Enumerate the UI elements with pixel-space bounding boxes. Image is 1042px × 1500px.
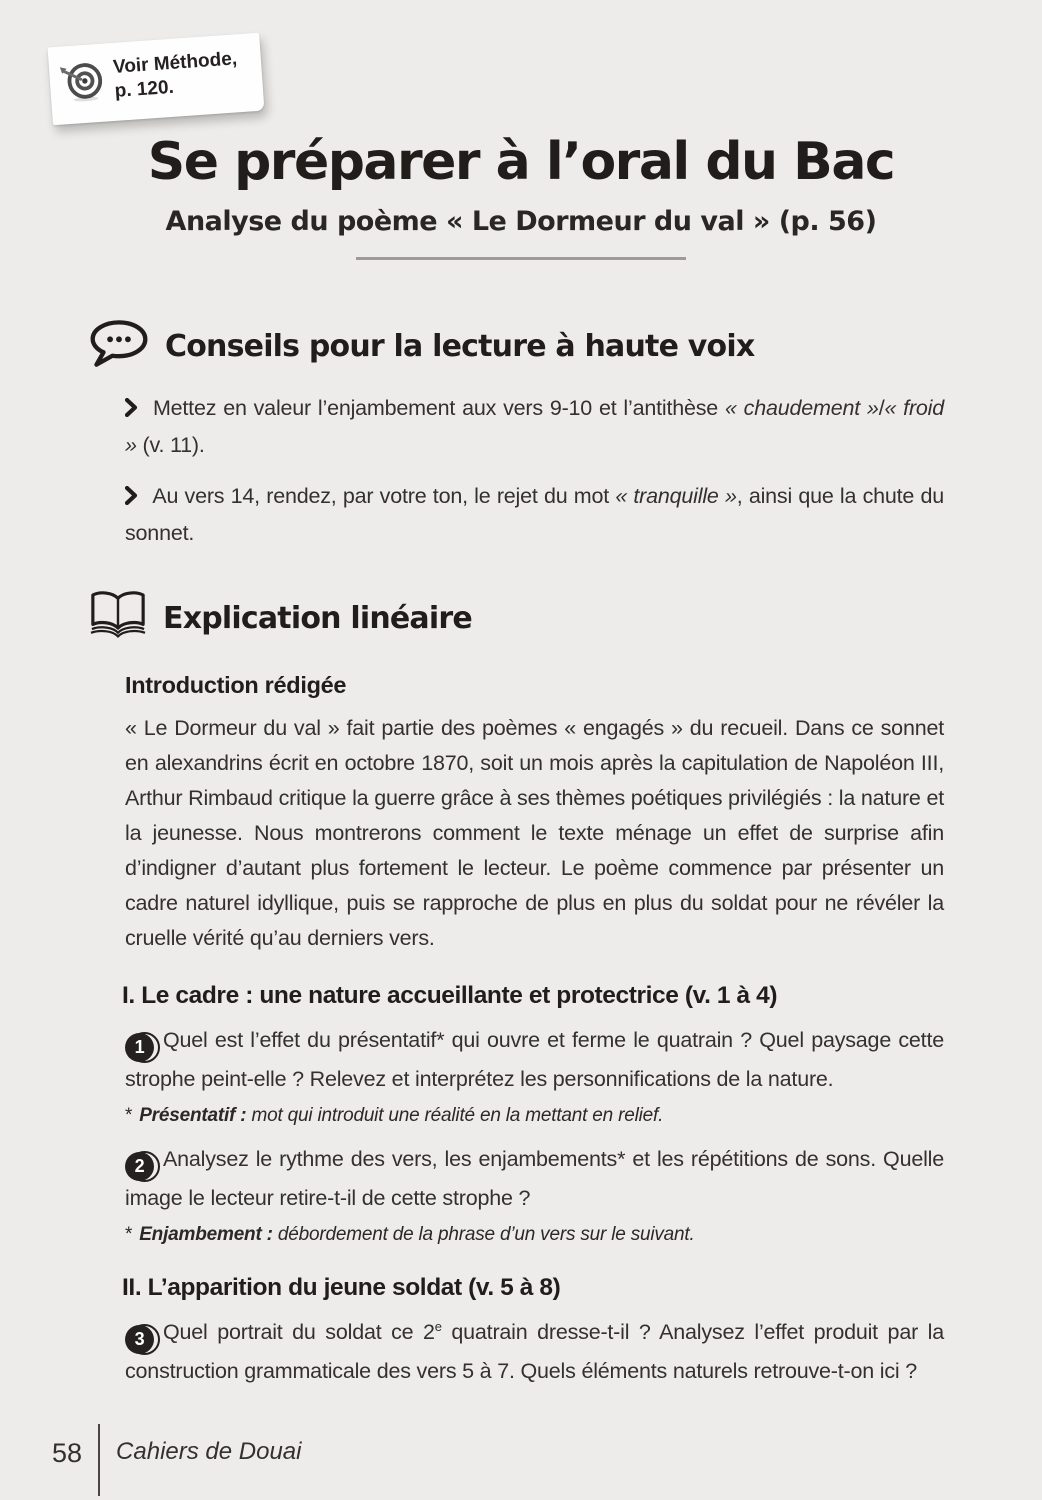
bullet-italic: « tranquille » [615, 484, 737, 508]
section-conseils-title: Conseils pour la lecture à haute voix [165, 329, 755, 364]
bullet-italic: « chaudement » [724, 396, 879, 420]
sticky-note-line2: p. 120. [114, 76, 175, 102]
question-number-badge: 2 [125, 1152, 154, 1181]
page-subtitle: Analyse du poème « Le Dormeur du val » (p. 56) [165, 206, 877, 237]
question-text: Analysez le rythme des vers, les enjambements* et les répétitions de sons. Quelle image le lecteur retire-t-il de cette strophe ? [125, 1147, 944, 1210]
page-number: 58 [52, 1438, 83, 1468]
footer-divider [98, 1424, 100, 1496]
footnote-term: Présentatif : [139, 1105, 247, 1126]
question-text: Quel est l’effet du présentatif* qui ouvre et ferme le quatrain ? Quel paysage cette strophe peint-elle ? Relevez et interprétez les personnifications de la nature. [125, 1028, 944, 1091]
sticky-note [48, 33, 265, 126]
footnote-term: Enjambement : [139, 1224, 273, 1245]
ordinal-superscript: e [434, 1318, 442, 1334]
section-explication [88, 589, 944, 1389]
section-explication-title: Explication linéaire [163, 601, 472, 636]
part1-heading: I. Le cadre : une nature accueillante et protectrice (v. 1 à 4) [122, 982, 778, 1009]
question-text: quatrain dresse-t-il ? Analysez l’effet produit par la construction grammaticale des vers 5 à 7. Quels éléments naturels retrouve-t-on ici ? [125, 1320, 944, 1383]
page-footer [52, 1424, 301, 1496]
book-title: Cahiers de Douai [116, 1438, 302, 1465]
dartboard-icon [56, 54, 108, 110]
bullet-text: (v. 11). [136, 433, 205, 457]
intro-paragraph: « Le Dormeur du val » fait partie des poèmes « engagés » du recueil. Dans ce sonnet en alexandrins écrit en octobre 1870, soit un mois après la capitulation de Napoléon III, Arthur Rimbaud critique la guerre grâce à ses thèmes poétiques privilégiés : la nature et la jeunesse. Nous montrerons comment le texte ménage un effet de surprise afin d’indigner d’autant plus fortement le lecteur. Le poème commence par présenter un cadre naturel idyllique, puis se rapproche de plus en plus du soldat pour ne révéler la cruelle vérité qu’au derniers vers. [125, 716, 944, 950]
footnote-definition: débordement de la phrase d’un vers sur le suivant. [272, 1224, 695, 1245]
conseils-bullet-2 [125, 479, 944, 551]
question-1 [125, 1023, 944, 1097]
sticky-note-text [112, 48, 239, 104]
bullet-text: Mettez en valeur l’enjambement aux vers 9-10 et l’antithèse [152, 396, 725, 420]
intro-heading: Introduction rédigée [125, 672, 347, 698]
footnote-definition: mot qui introduit une réalité en la mettant en relief. [246, 1105, 664, 1126]
sticky-note-line1: Voir Méthode, [112, 48, 238, 79]
bullet-italic: « froid » [125, 396, 944, 457]
open-book-icon [88, 589, 148, 648]
section-conseils [88, 318, 944, 551]
asterisk-marker: * [125, 1105, 133, 1126]
bullet-text: / [878, 396, 885, 420]
part2-heading: II. L’apparition du jeune soldat (v. 5 à 8) [122, 1274, 561, 1301]
question-2 [125, 1142, 944, 1216]
page-content [88, 318, 944, 1389]
question-3 [125, 1315, 944, 1389]
conseils-bullet-1 [125, 391, 944, 463]
question-text: Quel portrait du soldat ce 2 [163, 1320, 435, 1344]
title-divider [356, 257, 686, 260]
section-conseils-header [88, 318, 944, 375]
footnote-enjambement [125, 1221, 944, 1248]
footnote-presentatif [125, 1102, 944, 1129]
asterisk-marker: * [125, 1224, 133, 1245]
question-number-badge: 3 [125, 1325, 154, 1354]
chevron-right-icon [125, 486, 144, 510]
question-number-badge: 1 [125, 1033, 154, 1062]
section-explication-header [88, 589, 944, 648]
bullet-text: Au vers 14, rendez, par votre ton, le rejet du mot [152, 484, 616, 508]
speech-bubble-icon [88, 318, 150, 375]
bullet-text: , ainsi que la chute du sonnet. [125, 484, 945, 545]
chevron-right-icon [125, 398, 145, 422]
page-title: Se préparer à l’oral du Bac [147, 132, 895, 192]
page-header [0, 132, 1042, 260]
